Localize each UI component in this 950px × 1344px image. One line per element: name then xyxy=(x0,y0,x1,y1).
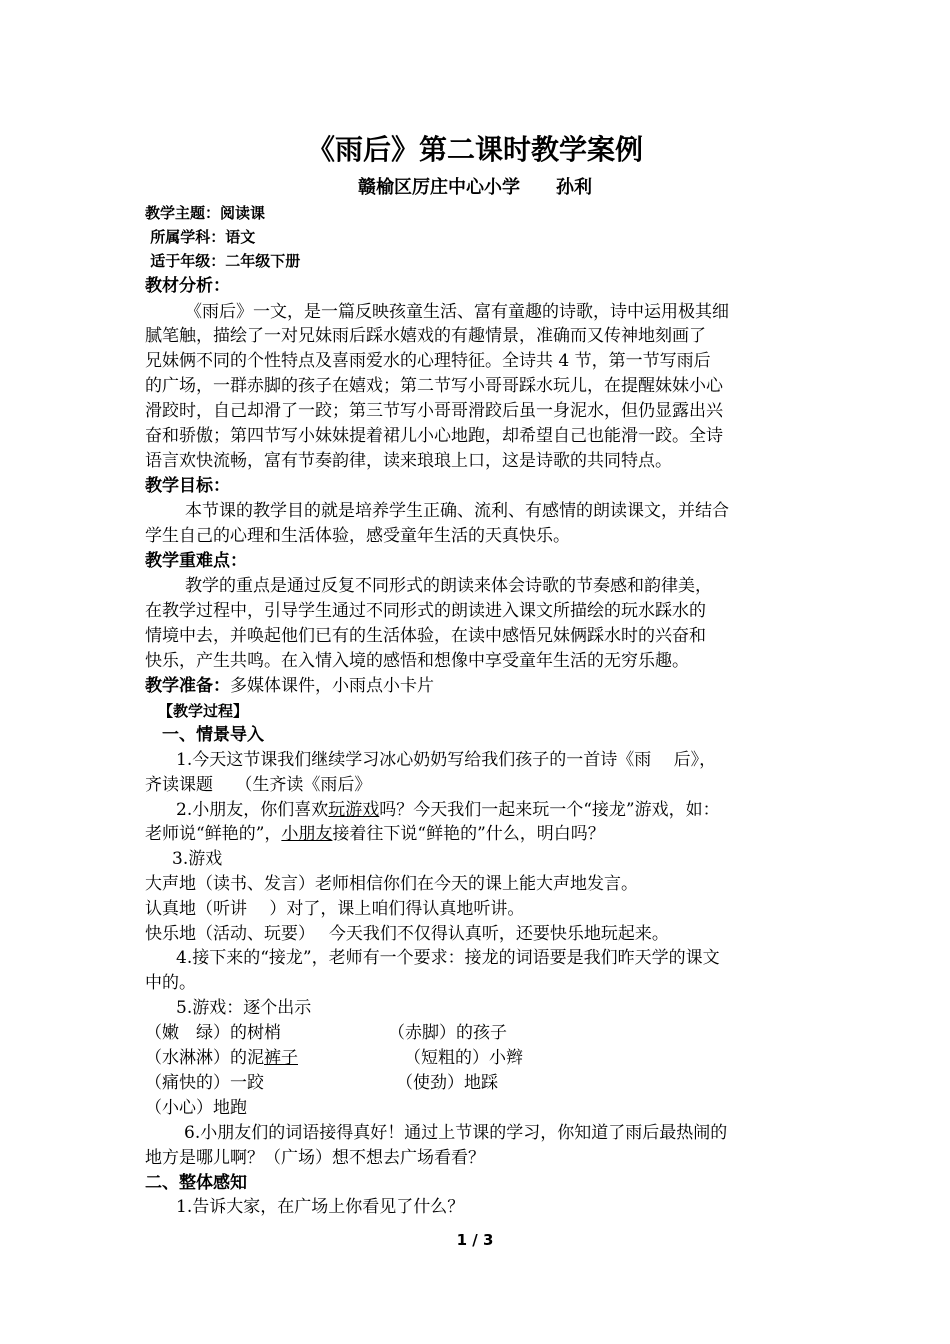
goal-line: 学生自己的心理和生活体验，感受童年生活的天真快乐。 xyxy=(145,526,570,546)
step-1-line-1: 1.今天这节课我们继续学习冰心奶奶写给我们孩子的一首诗《雨 后》， xyxy=(176,750,717,770)
analysis-line: 《雨后》一文，是一篇反映孩童生活、富有童趣的诗歌，诗中运用极其细 xyxy=(185,302,729,322)
step-6-line-1: 6.小朋友们的词语接得真好！通过上节课的学习，你知道了雨后最热闹的 xyxy=(184,1123,728,1143)
page-number: 1 / 3 xyxy=(456,1231,494,1249)
step-2-text: 接着往下说“鲜艳的”什么，明白吗？ xyxy=(332,824,605,844)
step-5-heading: 5.游戏：逐个出示 xyxy=(176,998,312,1018)
word-item xyxy=(145,1046,298,1070)
author-line: 赣榆区厉庄中心小学 孙利 xyxy=(358,177,592,198)
prep-line xyxy=(145,674,434,698)
analysis-heading: 教材分析： xyxy=(145,276,230,296)
word-item: （小心）地跑 xyxy=(145,1098,247,1118)
analysis-line: 语言欢快流畅，富有节奏韵律，读来琅琅上口，这是诗歌的共同特点。 xyxy=(145,451,672,471)
prep-label: 教学准备： xyxy=(145,676,230,696)
step-6-line-2: 地方是哪儿啊？（广场）想不想去广场看看？ xyxy=(145,1148,485,1168)
step-4-line-1: 4.接下来的“接龙”，老师有一个要求：接龙的词语要是我们昨天学的课文 xyxy=(176,948,720,968)
step-7-line: 1.告诉大家，在广场上你看见了什么？ xyxy=(176,1197,465,1217)
prep-text: 多媒体课件，小雨点小卡片 xyxy=(230,676,434,696)
section-2-heading: 二、整体感知 xyxy=(145,1173,247,1193)
step-3-heading: 3.游戏 xyxy=(172,849,223,869)
underlined-text: 裤子 xyxy=(264,1048,298,1068)
analysis-line: 奋和骄傲；第四节写小妹妹提着裙儿小心地跑，却希望自己也能滑一跤。全诗 xyxy=(145,426,723,446)
analysis-line: 腻笔触，描绘了一对兄妹雨后踩水嬉戏的有趣情景，准确而又传神地刻画了 xyxy=(145,326,706,346)
word-item: （短粗的）小辫 xyxy=(404,1048,523,1068)
step-2-line-1 xyxy=(176,798,720,822)
analysis-line: 滑跤时，自己却滑了一跤；第三节写小哥哥滑跤后虽一身泥水，但仍显露出兴 xyxy=(145,401,723,421)
step-1-line-2: 齐读课题 （生齐读《雨后》 xyxy=(145,775,372,795)
key-line: 教学的重点是通过反复不同形式的朗读来体会诗歌的节奏感和韵律美， xyxy=(185,576,712,596)
analysis-line: 兄妹俩不同的个性特点及喜雨爱水的心理特征。全诗共 4 节，第一节写雨后 xyxy=(145,351,711,371)
underlined-text: 玩游戏 xyxy=(328,800,380,820)
key-line: 在教学过程中，引导学生通过不同形式的朗读进入课文所描绘的玩水踩水的 xyxy=(145,601,706,621)
document-title: 《雨后》第二课时教学案例 xyxy=(306,133,643,166)
word-item: （嫩 绿）的树梢 xyxy=(145,1023,281,1043)
meta-subject: 所属学科：语文 xyxy=(145,228,256,246)
analysis-line: 的广场，一群赤脚的孩子在嬉戏；第二节写小哥哥踩水玩儿，在提醒妹妹小心 xyxy=(145,376,723,396)
goal-line: 本节课的教学目的就是培养学生正确、流利、有感情的朗读课文，并结合 xyxy=(185,501,729,521)
meta-topic: 教学主题：阅读课 xyxy=(145,204,266,222)
step-3-line-3: 快乐地（活动、玩要） 今天我们不仅得认真听，还要快乐地玩起来。 xyxy=(145,924,669,944)
word-item: （赤脚）的孩子 xyxy=(388,1023,507,1043)
step-3-line-2: 认真地（听讲 ）对了，课上咱们得认真地听讲。 xyxy=(145,899,525,919)
key-line: 快乐，产生共鸣。在入情入境的感悟和想像中享受童年生活的无穷乐趣。 xyxy=(145,651,689,671)
process-label: 【教学过程】 xyxy=(158,702,249,720)
step-2-line-2 xyxy=(145,822,605,846)
goal-heading: 教学目标： xyxy=(145,476,230,496)
word-item: （痛快的）一跤 xyxy=(145,1073,264,1093)
key-line: 情境中去，并唤起他们已有的生活体验，在读中感悟兄妹俩踩水时的兴奋和 xyxy=(145,626,706,646)
word-text: （水淋淋）的泥 xyxy=(145,1048,264,1068)
step-2-text: 老师说“鲜艳的”， xyxy=(145,824,282,844)
key-heading: 教学重难点： xyxy=(145,551,247,571)
meta-grade: 适于年级：二年级下册 xyxy=(145,252,301,270)
underlined-text: 小朋友 xyxy=(281,824,333,844)
word-item: （使劲）地踩 xyxy=(396,1073,498,1093)
section-1-heading: 一、情景导入 xyxy=(162,725,264,745)
step-4-line-2: 中的。 xyxy=(145,973,196,993)
step-2-text: 吗？今天我们一起来玩一个“接龙”游戏，如： xyxy=(379,800,720,820)
step-3-line-1: 大声地（读书、发言）老师相信你们在今天的课上能大声地发言。 xyxy=(145,874,638,894)
step-2-text: 2.小朋友，你们喜欢 xyxy=(176,800,329,820)
